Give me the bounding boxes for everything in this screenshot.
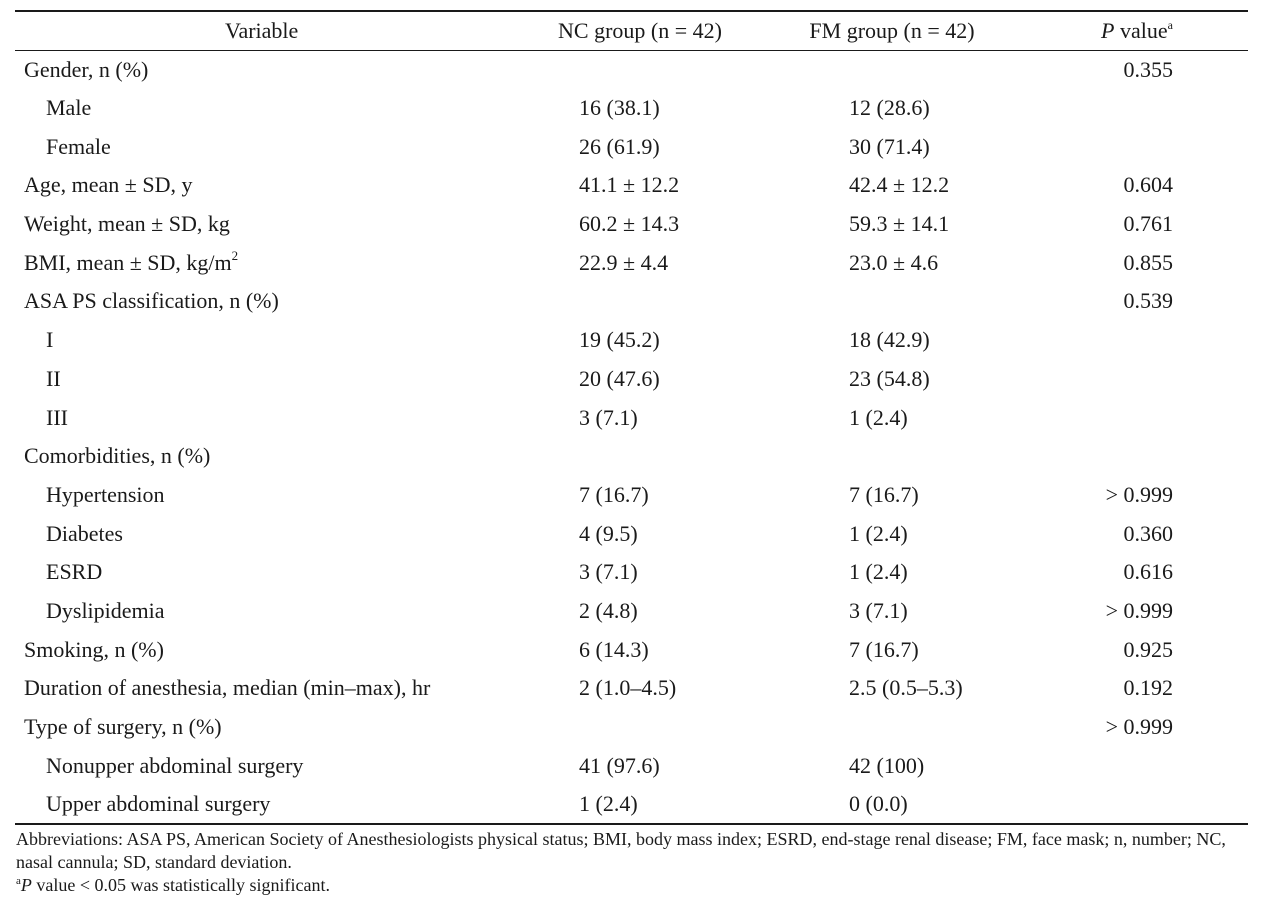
cell-variable (15, 553, 510, 592)
cell-p-value (1020, 746, 1248, 785)
cell-p-value (1020, 89, 1248, 128)
variable-label: Weight, mean ± SD, kg (24, 211, 230, 237)
cell-p-value: > 0.999 (1105, 481, 1173, 507)
cell-nc-value: 26 (61.9) (579, 133, 660, 159)
cell-p-value (1020, 398, 1248, 437)
cell-variable (15, 630, 510, 669)
header-nc-group: NC group (n = 42) (510, 11, 764, 50)
cell-variable (15, 89, 510, 128)
abbreviations-note: Abbreviations: ASA PS, American Society of Anesthesiologists physical status; BMI, body mass index; ESRD, end-stage renal disease; FM, face mask; n, number; NC, nasal cannula; SD, standard deviation. (16, 828, 1226, 872)
table-row (15, 785, 1248, 824)
characteristics-table (15, 10, 1248, 825)
cell-variable (15, 127, 510, 166)
table-row (15, 166, 1248, 205)
variable-label: Hypertension (46, 481, 165, 507)
cell-fm-value: 59.3 ± 14.1 (849, 211, 950, 237)
cell-p-value: 0.604 (1123, 172, 1173, 198)
cell-p-value: 0.360 (1123, 520, 1173, 546)
table-row (15, 708, 1248, 747)
cell-variable (15, 360, 510, 399)
table-row (15, 630, 1248, 669)
cell-p-value: 0.539 (1123, 288, 1173, 314)
cell-variable (15, 669, 510, 708)
cell-fm-value (764, 708, 1020, 747)
variable-label: ESRD (46, 559, 103, 585)
header-p-word: value (1114, 17, 1168, 43)
cell-nc-value (510, 50, 764, 89)
table-row (15, 669, 1248, 708)
cell-variable (15, 50, 510, 89)
cell-fm-value (764, 50, 1020, 89)
table-row (15, 89, 1248, 128)
cell-p-value: 0.616 (1123, 559, 1173, 585)
cell-nc-value: 20 (47.6) (579, 365, 660, 391)
variable-label: ASA PS classification, n (%) (24, 288, 279, 314)
significance-text: value < 0.05 was statistically significant. (31, 874, 330, 895)
variable-label: Duration of anesthesia, median (min–max), hr (24, 675, 431, 701)
variable-label: III (46, 404, 68, 430)
variable-label: Smoking, n (%) (24, 636, 164, 662)
cell-fm-value: 42 (100) (849, 752, 925, 778)
table-footnotes (15, 828, 1248, 897)
cell-fm-value: 7 (16.7) (849, 636, 919, 662)
cell-nc-value: 2 (1.0–4.5) (579, 675, 677, 701)
table-row (15, 321, 1248, 360)
variable-label: Male (46, 95, 92, 121)
header-variable: Variable (15, 11, 510, 50)
cell-variable (15, 746, 510, 785)
cell-p-value (1020, 127, 1248, 166)
table-row (15, 437, 1248, 476)
cell-fm-value: 23 (54.8) (849, 365, 930, 391)
cell-fm-value (764, 282, 1020, 321)
cell-variable (15, 205, 510, 244)
variable-label: Comorbidities, n (%) (24, 443, 211, 469)
significance-p-letter: P (20, 874, 32, 895)
cell-nc-value: 4 (9.5) (579, 520, 638, 546)
cell-p-value: 0.761 (1123, 211, 1173, 237)
table-row (15, 282, 1248, 321)
cell-fm-value: 2.5 (0.5–5.3) (849, 675, 963, 701)
cell-fm-value: 18 (42.9) (849, 327, 930, 353)
header-fm-group: FM group (n = 42) (764, 11, 1020, 50)
table-row (15, 592, 1248, 631)
cell-nc-value: 16 (38.1) (579, 95, 660, 121)
cell-nc-value: 1 (2.4) (510, 785, 764, 824)
cell-nc-value (510, 282, 764, 321)
header-row (15, 11, 1248, 50)
cell-variable (15, 592, 510, 631)
table-row (15, 50, 1248, 89)
variable-label: Gender, n (%) (24, 56, 149, 82)
cell-nc-value: 2 (4.8) (579, 597, 638, 623)
cell-variable (15, 785, 510, 824)
cell-fm-value: 1 (2.4) (849, 559, 908, 585)
table-row (15, 398, 1248, 437)
cell-nc-value: 6 (14.3) (579, 636, 649, 662)
variable-label: Nonupper abdominal surgery (46, 752, 304, 778)
cell-p-value: 0.925 (1123, 636, 1173, 662)
cell-p-value: 0.192 (1123, 675, 1173, 701)
table-row (15, 514, 1248, 553)
cell-variable (15, 166, 510, 205)
cell-variable (15, 321, 510, 360)
cell-fm-value: 30 (71.4) (849, 133, 930, 159)
variable-label: Age, mean ± SD, y (24, 172, 193, 198)
table-row (15, 746, 1248, 785)
table-body (15, 50, 1248, 824)
cell-variable (15, 476, 510, 515)
cell-variable (15, 282, 510, 321)
cell-p-value: 0.855 (1123, 249, 1173, 275)
cell-fm-value: 7 (16.7) (849, 481, 919, 507)
variable-label: II (46, 365, 61, 391)
cell-fm-value (764, 437, 1020, 476)
cell-p-value: 0.355 (1123, 56, 1173, 82)
cell-nc-value (510, 437, 764, 476)
variable-superscript: 2 (231, 247, 239, 263)
header-p-value (1020, 11, 1248, 50)
cell-fm-value: 23.0 ± 4.6 (849, 249, 939, 275)
table-row (15, 205, 1248, 244)
cell-variable (15, 398, 510, 437)
variable-label: Dyslipidemia (46, 597, 165, 623)
cell-nc-value: 7 (16.7) (579, 481, 649, 507)
cell-fm-value: 1 (2.4) (849, 520, 908, 546)
cell-nc-value: 60.2 ± 14.3 (579, 211, 680, 237)
document (15, 10, 1248, 897)
cell-p-value (1020, 437, 1248, 476)
cell-fm-value: 0 (0.0) (764, 785, 1020, 824)
header-p-letter: P (1101, 17, 1115, 43)
cell-p-value: > 0.999 (1105, 714, 1173, 740)
variable-label: Upper abdominal surgery (46, 790, 271, 816)
cell-variable (15, 514, 510, 553)
cell-fm-value: 3 (7.1) (849, 597, 908, 623)
cell-p-value: > 0.999 (1105, 597, 1173, 623)
header-p-superscript: a (1167, 17, 1173, 32)
cell-nc-value: 41.1 ± 12.2 (579, 172, 680, 198)
significance-note (16, 874, 1248, 897)
variable-label: Diabetes (46, 520, 123, 546)
cell-nc-value: 3 (7.1) (579, 559, 638, 585)
cell-variable (15, 243, 510, 282)
cell-p-value (1020, 321, 1248, 360)
significance-superscript: a (16, 874, 21, 887)
cell-fm-value: 1 (2.4) (849, 404, 908, 430)
table-row (15, 360, 1248, 399)
cell-p-value (1020, 360, 1248, 399)
table-row (15, 553, 1248, 592)
cell-p-value (1020, 785, 1248, 824)
table-row (15, 127, 1248, 166)
cell-fm-value: 12 (28.6) (849, 95, 930, 121)
cell-variable (15, 708, 510, 747)
cell-nc-value: 22.9 ± 4.4 (579, 249, 669, 275)
variable-label: I (46, 327, 54, 353)
cell-fm-value: 42.4 ± 12.2 (849, 172, 950, 198)
table-row (15, 476, 1248, 515)
cell-variable (15, 437, 510, 476)
cell-nc-value: 41 (97.6) (579, 752, 660, 778)
cell-nc-value: 3 (7.1) (579, 404, 638, 430)
variable-label: BMI, mean ± SD, kg/m (24, 249, 232, 275)
cell-nc-value: 19 (45.2) (579, 327, 660, 353)
variable-label: Type of surgery, n (%) (24, 714, 222, 740)
table-row (15, 243, 1248, 282)
variable-label: Female (46, 133, 111, 159)
cell-nc-value (510, 708, 764, 747)
